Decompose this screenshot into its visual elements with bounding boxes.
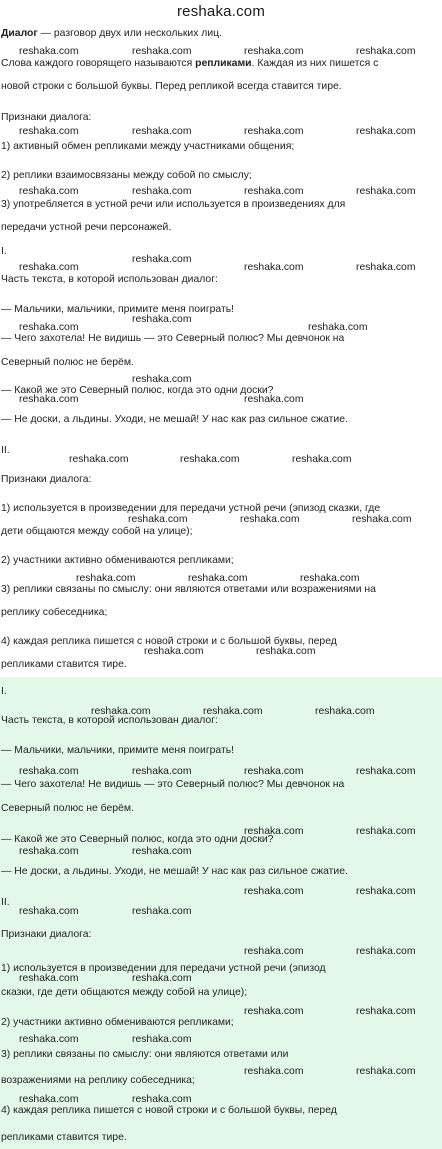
dialogue-line: — Мальчики, мальчики, примите меня поиграть!: [1, 304, 235, 315]
watermark: reshaka.com: [300, 573, 360, 584]
watermark: reshaka.com: [244, 186, 304, 197]
watermark: reshaka.com: [244, 262, 304, 273]
section-intro: Часть текста, в которой использован диалог:: [1, 274, 218, 285]
watermark: reshaka.com: [19, 186, 79, 197]
watermark: reshaka.com: [132, 1094, 192, 1105]
dialogue-line: — Мальчики, мальчики, примите меня поиграть!: [1, 745, 235, 756]
watermark: reshaka.com: [19, 126, 79, 137]
watermark: reshaka.com: [132, 126, 192, 137]
watermark: reshaka.com: [244, 826, 304, 837]
list-item: 2) участники активно обмениваются репликами;: [1, 1017, 234, 1028]
watermark: reshaka.com: [356, 46, 416, 57]
dialogue-line: — Не доски, а льдины. Уходи, не мешай! У нас как раз сильное сжатие.: [1, 414, 348, 425]
watermark: reshaka.com: [19, 322, 79, 333]
list-item: передачи устной речи персонажей.: [1, 222, 172, 233]
list-item: 1) активный обмен репликами между участниками общения;: [1, 141, 295, 152]
watermark: reshaka.com: [19, 1094, 79, 1105]
site-header: [0, 0, 442, 24]
watermark: reshaka.com: [132, 46, 192, 57]
list-item: репликами ставится тире.: [1, 659, 127, 670]
watermark: reshaka.com: [356, 886, 416, 897]
watermark: reshaka.com: [256, 646, 316, 657]
list-item: 1) используется в произведении для передачи устной речи (эпизод сказки, где: [1, 503, 381, 514]
watermark: reshaka.com: [356, 946, 416, 957]
watermark: reshaka.com: [132, 906, 192, 917]
watermark: reshaka.com: [128, 514, 188, 525]
dialogue-line: — Не доски, а льдины. Уходи, не мешай! У нас как раз сильное сжатие.: [1, 866, 348, 877]
list-item: 4) каждая реплика пишется с новой строки и с большой буквы, перед: [1, 636, 337, 647]
watermark: reshaka.com: [69, 454, 129, 465]
watermark: reshaka.com: [144, 646, 204, 657]
watermark: reshaka.com: [19, 394, 79, 405]
dialogue-line: Северный полюс не берём.: [1, 357, 134, 368]
watermark: reshaka.com: [91, 706, 151, 717]
list-item: дети общаются между собой на улице);: [1, 526, 193, 537]
watermark: reshaka.com: [76, 573, 136, 584]
watermark: reshaka.com: [244, 394, 304, 405]
watermark: reshaka.com: [356, 126, 416, 137]
watermark: reshaka.com: [132, 186, 192, 197]
watermark: reshaka.com: [132, 846, 192, 857]
list-item: возражениями на реплику собеседника;: [1, 1075, 195, 1086]
watermark: reshaka.com: [132, 766, 192, 777]
list-item: 1) используется в произведении для передачи устной речи (эпизод: [1, 963, 326, 974]
watermark: reshaka.com: [19, 46, 79, 57]
watermark: reshaka.com: [244, 126, 304, 137]
list-item: 2) реплики взаимосвязаны между собой по смыслу;: [1, 170, 252, 181]
watermark: reshaka.com: [356, 826, 416, 837]
dialogue-line: — Чего захотела! Не видишь — это Северный полюс? Мы девчонок на: [1, 333, 345, 344]
list-item: 3) реплики связаны по смыслу: они являются ответами или: [1, 1049, 289, 1060]
definition-line: новой строки с большой буквы. Перед репликой всегда ставится тире.: [1, 81, 342, 92]
section-roman: II.: [1, 445, 10, 456]
watermark: reshaka.com: [19, 846, 79, 857]
list-item: репликами ставится тире.: [1, 1132, 127, 1143]
watermark: reshaka.com: [19, 766, 79, 777]
watermark: reshaka.com: [180, 454, 240, 465]
watermark: reshaka.com: [132, 1034, 192, 1045]
watermark: reshaka.com: [19, 262, 79, 273]
watermark: reshaka.com: [244, 946, 304, 957]
watermark: reshaka.com: [356, 1006, 416, 1017]
watermark: reshaka.com: [356, 186, 416, 197]
section-roman: II.: [1, 897, 10, 908]
section-intro: Часть текста, в которой использован диалог:: [1, 715, 218, 726]
dialogue-line: — Какой же это Северный полюс, когда это одни доски?: [1, 834, 274, 845]
watermark: reshaka.com: [244, 1066, 304, 1077]
watermark: reshaka.com: [188, 573, 248, 584]
watermark: reshaka.com: [132, 374, 192, 385]
watermark: reshaka.com: [19, 906, 79, 917]
watermark: reshaka.com: [132, 254, 192, 265]
list-item: 2) участники активно обмениваются репликами;: [1, 555, 234, 566]
watermark: reshaka.com: [19, 1034, 79, 1045]
dialogue-line: Северный полюс не берём.: [1, 803, 134, 814]
section-roman: I.: [1, 246, 7, 257]
list-item: 3) реплики связаны по смыслу: они являются ответами или возражениями на: [1, 584, 376, 595]
watermark: reshaka.com: [132, 973, 192, 984]
watermark: reshaka.com: [203, 706, 263, 717]
list-item: 3) употребляется в устной речи или используется в произведениях для: [1, 199, 346, 210]
watermark: reshaka.com: [356, 262, 416, 273]
watermark: reshaka.com: [352, 514, 412, 525]
watermark: reshaka.com: [292, 454, 352, 465]
watermark: reshaka.com: [132, 314, 192, 325]
watermark: reshaka.com: [244, 766, 304, 777]
definition-line: Диалог — разговор двух или нескольких лиц.: [1, 28, 223, 39]
watermark: reshaka.com: [240, 514, 300, 525]
watermark: reshaka.com: [244, 886, 304, 897]
watermark: reshaka.com: [308, 322, 368, 333]
watermark: reshaka.com: [356, 766, 416, 777]
section-title: Признаки диалога:: [1, 474, 92, 485]
section-roman: I.: [1, 686, 7, 697]
list-item: 4) каждая реплика пишется с новой строки и с большой буквы, перед: [1, 1105, 337, 1116]
dialogue-line: — Чего захотела! Не видишь — это Северный полюс? Мы девчонок на: [1, 779, 345, 790]
keyword-replicas: репликами: [195, 58, 252, 69]
dialogue-line: — Какой же это Северный полюс, когда это одни доски?: [1, 385, 274, 396]
section-title: Признаки диалога:: [1, 112, 92, 123]
list-item: сказки, где дети общаются между собой на улице);: [1, 987, 248, 998]
watermark: reshaka.com: [244, 1006, 304, 1017]
section-title: Признаки диалога:: [1, 929, 92, 940]
watermark: reshaka.com: [244, 46, 304, 57]
watermark: reshaka.com: [356, 1066, 416, 1077]
watermark: reshaka.com: [315, 706, 375, 717]
watermark: reshaka.com: [19, 973, 79, 984]
definition-term: Диалог: [1, 28, 38, 39]
list-item: реплику собеседника;: [1, 607, 108, 618]
definition-line: Слова каждого говорящего называются репликами. Каждая из них пишется с: [1, 58, 379, 69]
site-title: reshaka.com: [176, 3, 266, 20]
